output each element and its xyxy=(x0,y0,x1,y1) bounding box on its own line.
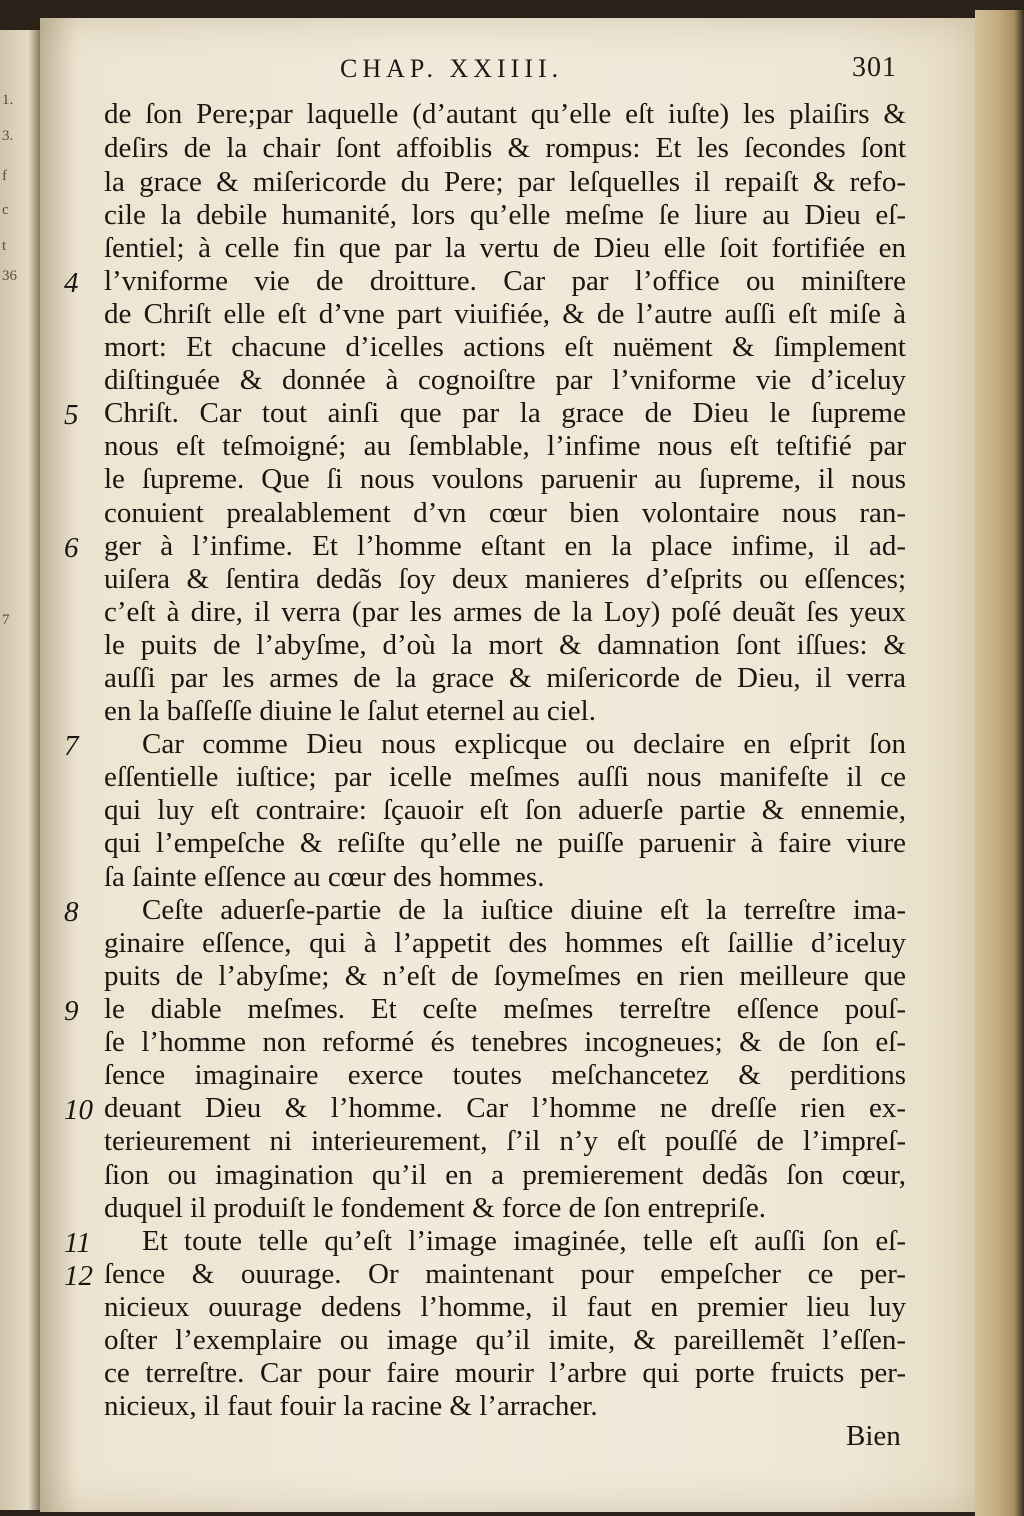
text-line: deſirs de la chair ſont affoiblis & rompus: Et les ſecondes ſont xyxy=(104,132,906,164)
previous-page-margin-note: 36 xyxy=(2,268,17,284)
text-line: ſentiel; à celle fin que par la vertu de Dieu elle ſoit fortifiée en xyxy=(104,232,906,264)
text-line: Et toute telle qu’eſt l’image imaginée, telle eſt auſſi ſon eſ- xyxy=(142,1225,906,1257)
text-line: ginaire eſſence, qui à l’appetit des hommes eſt ſaillie d’iceluy xyxy=(104,927,906,959)
verse-number: 7 xyxy=(64,730,79,762)
text-line: en la baſſeſſe diuine le ſalut eternel au ciel. xyxy=(104,695,596,727)
text-line: Car comme Dieu nous explicque ou declaire en eſprit ſon xyxy=(142,728,906,760)
text-line: le ſupreme. Que ſi nous voulons paruenir au ſupreme, il nous xyxy=(104,463,906,495)
text-line: uiſera & ſentira dedãs ſoy deux manieres d’eſprits ou eſſences; xyxy=(104,563,906,595)
text-line: ſe l’homme non reformé és tenebres incogneues; & de ſon eſ- xyxy=(104,1026,906,1058)
text-line: qui luy eſt contraire: ſçauoir eſt ſon aduerſe partie & ennemie, xyxy=(104,794,906,826)
previous-page-margin-note: 7 xyxy=(2,612,10,628)
previous-page-margin-note: f xyxy=(2,168,7,184)
previous-page-margin-note: 1. xyxy=(2,92,14,108)
text-line: diſtinguée & donnée à cognoiſtre par l’vniforme vie d’iceluy xyxy=(104,364,906,396)
text-line: ſion ou imagination qu’il en a premierement dedãs ſon cœur, xyxy=(104,1159,906,1191)
text-line: Chriſt. Car tout ainſi que par la grace de Dieu le ſupreme xyxy=(104,397,906,429)
text-line: terieurement ni interieurement, ſ’il n’y eſt pouſſé de l’impreſ- xyxy=(104,1125,906,1157)
running-head: CHAP. XXIIII. xyxy=(340,54,564,83)
text-line: de ſon Pere;par laquelle (d’autant qu’elle eſt iuſte) les plaiſirs & xyxy=(104,98,906,130)
text-line: ſence & ouurage. Or maintenant pour empeſcher ce per- xyxy=(104,1258,906,1290)
text-line: le puits de l’abyſme, d’où la mort & damnation ſont iſſues: & xyxy=(104,629,906,661)
text-line: Ceſte aduerſe-partie de la iuſtice diuine eſt la terreſtre ima- xyxy=(142,894,906,926)
verse-number: 9 xyxy=(64,995,79,1027)
text-line: mort: Et chacune d’icelles actions eſt nuëment & ſimplement xyxy=(104,331,906,363)
text-line: oſter l’exemplaire ou image qu’il imite, & pareillemẽt l’eſſen- xyxy=(104,1324,906,1356)
text-line: nicieux, il faut fouir la racine & l’arracher. xyxy=(104,1390,598,1422)
text-line: ſa ſainte eſſence au cœur des hommes. xyxy=(104,861,545,893)
text-line: eſſentielle iuſtice; par icelle meſmes auſſi nous manifeſte il ce xyxy=(104,761,906,793)
verse-number: 10 xyxy=(64,1094,93,1126)
verse-number: 12 xyxy=(64,1260,93,1292)
previous-page-margin-note: 3. xyxy=(2,128,14,144)
text-line: deuant Dieu & l’homme. Car l’homme ne dreſſe rien ex- xyxy=(104,1092,906,1124)
text-line: de Chriſt elle eſt d’vne part viuifiée, & de l’autre auſſi eſt miſe à xyxy=(104,298,906,330)
previous-page-margin-note: c xyxy=(2,202,9,218)
text-line: qui l’empeſche & reſiſte qu’elle ne puiſſe paruenir à faire viure xyxy=(104,827,906,859)
text-line: nicieux ouurage dedens l’homme, il faut en premier lieu luy xyxy=(104,1291,906,1323)
text-line: auſſi par les armes de la grace & miſericorde de Dieu, il verra xyxy=(104,662,906,694)
previous-page-margin-note: t xyxy=(2,238,7,254)
text-line: cile la debile humanité, lors qu’elle meſme ſe liure au Dieu eſ- xyxy=(104,199,906,231)
text-line: ſence imaginaire exerce toutes meſchancetez & perditions xyxy=(104,1059,906,1091)
text-line: l’vniforme vie de droitture. Car par l’office ou miniſtere xyxy=(104,265,906,297)
catchword: Bien xyxy=(846,1420,901,1452)
text-line: ger à l’infime. Et l’homme eſtant en la place infime, il ad- xyxy=(104,530,906,562)
text-line: la grace & miſericorde du Pere; par leſquelles il repaiſt & refo- xyxy=(104,166,906,198)
verse-number: 6 xyxy=(64,532,79,564)
text-line: nous eſt teſmoigné; au ſemblable, l’infime nous eſt teſtifié par xyxy=(104,430,906,462)
verse-number: 8 xyxy=(64,896,79,928)
text-line: conuient prealablement d’vn cœur bien volontaire nous ran- xyxy=(104,497,906,529)
text-line: puits de l’abyſme; & n’eſt de ſoymeſmes en rien meilleure que xyxy=(104,960,906,992)
text-line: duquel il produiſt le fondement & force de ſon entrepriſe. xyxy=(104,1192,766,1224)
verse-number: 5 xyxy=(64,399,79,431)
verse-number: 4 xyxy=(64,267,79,299)
page-number: 301 xyxy=(852,52,897,83)
verse-number: 11 xyxy=(64,1227,91,1259)
text-line: ce terreſtre. Car pour faire mourir l’arbre qui porte fruicts per- xyxy=(104,1357,906,1389)
text-line: c’eſt à dire, il verra (par les armes de la Loy) poſé deuãt ſes yeux xyxy=(104,596,906,628)
text-line: le diable meſmes. Et ceſte meſmes terreſtre eſſence pouſ- xyxy=(104,993,906,1025)
